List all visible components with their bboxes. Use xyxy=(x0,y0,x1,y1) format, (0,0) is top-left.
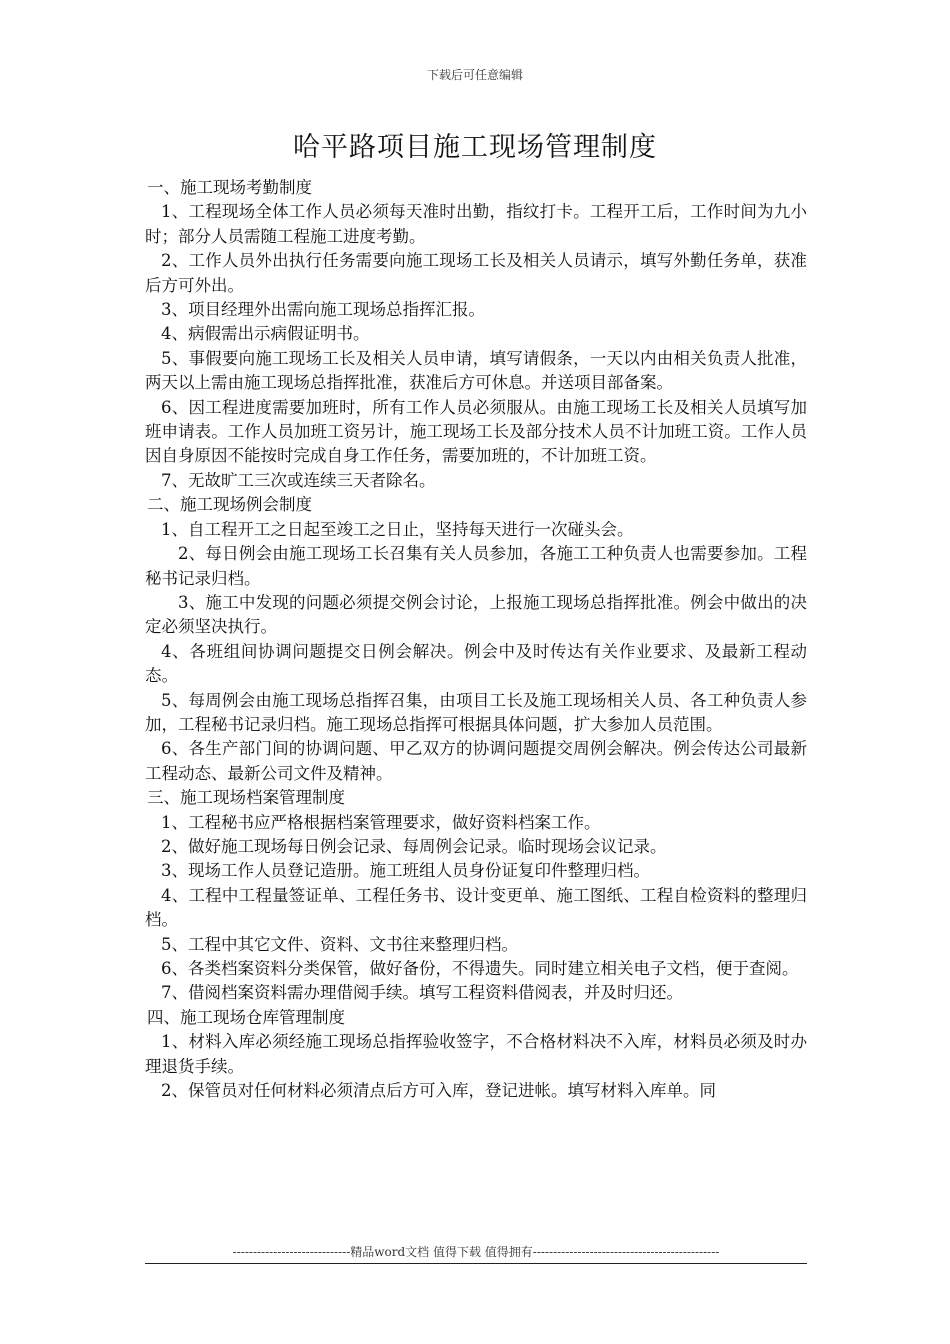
section-heading: 一、施工现场考勤制度 xyxy=(147,178,312,197)
section-heading: 四、施工现场仓库管理制度 xyxy=(147,1007,345,1027)
paragraph: 1、工程现场全体工作人员必须每天准时出勤，指纹打卡。工程开工后，工作时间为九小时；部分人员需随工程施工进度考勤。 xyxy=(145,202,807,246)
paragraph: 3、施工中发现的问题必须提交例会讨论，上报施工现场总指挥批准。例会中做出的决定必须坚决执行。 xyxy=(145,592,807,637)
section-heading: 三、施工现场档案管理制度 xyxy=(147,788,345,808)
paragraph: 1、自工程开工之日起至竣工之日止，坚持每天进行一次碰头会。 xyxy=(161,519,634,539)
paragraph: 4、工程中工程量签证单、工程任务书、设计变更单、施工图纸、工程自检资料的整理归档。 xyxy=(145,885,807,930)
page-header: 下载后可任意编辑 xyxy=(426,68,523,82)
paragraph: 2、每日例会由施工现场工长召集有关人员参加，各施工工种负责人也需要参加。工程秘书记录归档。 xyxy=(145,544,807,588)
footer-divider xyxy=(145,1263,807,1264)
paragraph: 7、借阅档案资料需办理借阅手续。填写工程资料借阅表，并及时归还。 xyxy=(161,983,683,1003)
paragraph: 5、每周例会由施工现场总指挥召集，由项目工长及施工现场相关人员、各工种负责人参加，工程秘书记录归档。施工现场总指挥可根据具体问题，扩大参加人员范围。 xyxy=(145,690,807,734)
paragraph: 6、各生产部门间的协调问题、甲乙双方的协调问题提交周例会解决。例会传达公司最新工程动态、最新公司文件及精神。 xyxy=(145,739,807,783)
paragraph: 3、现场工作人员登记造册。施工班组人员身份证复印件整理归档。 xyxy=(161,861,650,881)
page-footer: -----------------------------精品word文档 值得下载 值得拥有---------------------------------------------- xyxy=(232,1245,720,1259)
paragraph: 1、工程秘书应严格根据档案管理要求，做好资料档案工作。 xyxy=(161,812,601,832)
section-heading: 二、施工现场例会制度 xyxy=(147,495,312,515)
paragraph: 2、做好施工现场每日例会记录、每周例会记录。临时现场会议记录。 xyxy=(161,836,667,856)
paragraph: 4、病假需出示病假证明书。 xyxy=(161,324,370,344)
paragraph: 6、各类档案资料分类保管，做好备份，不得遗失。同时建立相关电子文档，便于查阅。 xyxy=(161,959,799,978)
paragraph: 1、材料入库必须经施工现场总指挥验收签字，不合格材料决不入库，材料员必须及时办理退货手续。 xyxy=(145,1032,807,1076)
paragraph: 3、项目经理外出需向施工现场总指挥汇报。 xyxy=(161,300,485,320)
paragraph: 5、事假要向施工现场工长及相关人员申请，填写请假条，一天以内由相关负责人批准，两天以上需由施工现场总指挥批准，获准后方可休息。并送项目部备案。 xyxy=(145,348,807,393)
document-title: 哈平路项目施工现场管理制度 xyxy=(293,132,657,163)
paragraph: 6、因工程进度需要加班时，所有工作人员必须服从。由施工现场工长及相关人员填写加班申请表。工作人员加班工资另计，施工现场工长及部分技术人员不计加班工资。工作人员因自身原因不能按时完成自身工作任务，需要加班的，不计加班工资。 xyxy=(145,397,807,466)
paragraph: 7、无故旷工三次或连续三天者除名。 xyxy=(161,470,436,490)
paragraph: 2、工作人员外出执行任务需要向施工现场工长及相关人员请示，填写外勤任务单，获准后方可外出。 xyxy=(145,251,807,295)
paragraph: 2、保管员对任何材料必须清点后方可入库，登记进帐。填写材料入库单。同 xyxy=(161,1081,716,1101)
paragraph: 5、工程中其它文件、资料、文书往来整理归档。 xyxy=(161,934,518,954)
paragraph: 4、各班组间协调问题提交日例会解决。例会中及时传达有关作业要求、及最新工程动态。 xyxy=(145,641,807,686)
document-body xyxy=(145,176,807,1103)
